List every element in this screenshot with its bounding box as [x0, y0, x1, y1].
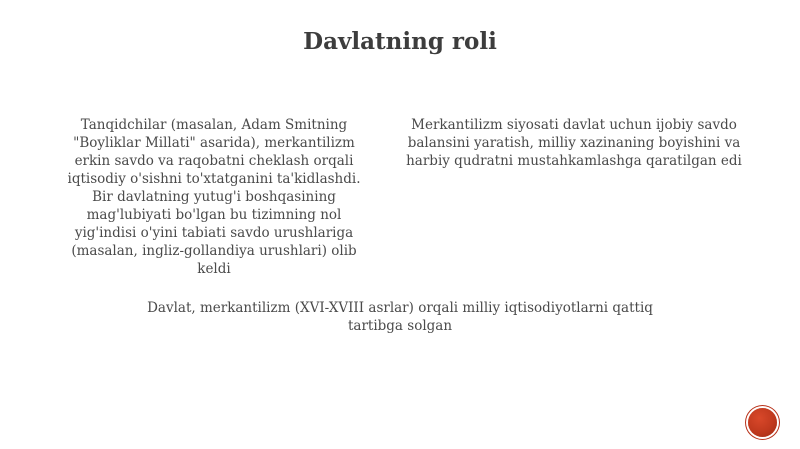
left-text-block: Tanqidchilar (masalan, Adam Smitning "Boyliklar Millati" asarida), merkantilizm erkin savdo va raqobatni cheklash orqali iqtisodiy o'sishni to'xtatganini ta'kidlashdi. Bir davlatning yutug'i boshqasining mag'lubiyati bo'lgan bu tizimning nol yig'indisi o'yini tabiati savdo urushlariga (masalan, ingliz-gollandiya urushlari) olib keldi [67, 117, 361, 277]
slide-title: Davlatning roli [303, 28, 497, 55]
right-text-block: Merkantilizm siyosati davlat uchun ijobiy savdo balansini yaratish, milliy xazinaning boyishini va harbiy qudratni mustahkamlashga qaratilgan edi [406, 117, 742, 169]
bottom-text-block: Davlat, merkantilizm (XVI-XVIII asrlar) orqali milliy iqtisodiyotlarni qattiq tartibga solgan [147, 300, 653, 334]
red-circle-button-icon[interactable] [748, 408, 777, 437]
